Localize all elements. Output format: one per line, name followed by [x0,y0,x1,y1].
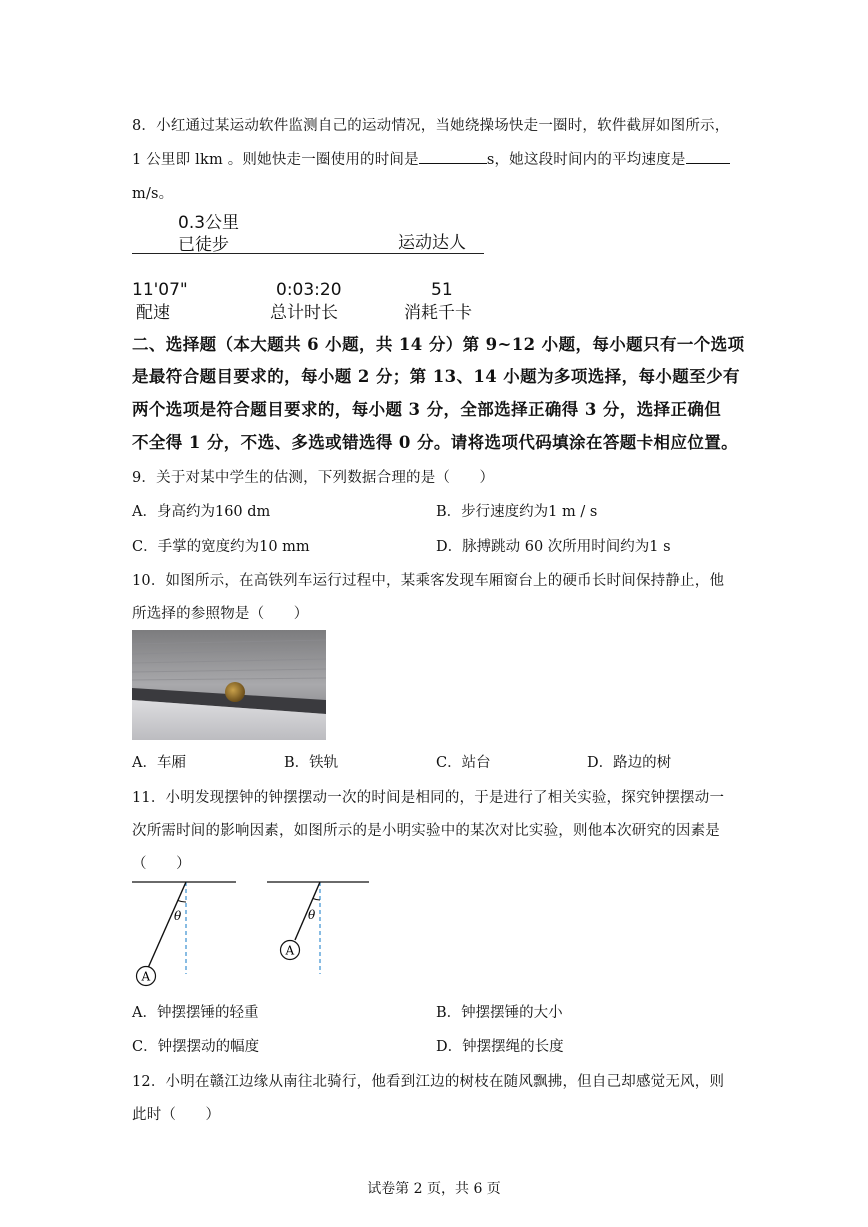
app-cal-label: 消耗千卡 [404,303,472,323]
q9-option-a[interactable]: A．身高约为160 dm [132,504,271,520]
section2-line3: 两个选项是符合题目要求的，每小题 3 分，全部选择正确得 3 分，选择正确但 [132,400,722,419]
angle-label-left: θ [174,909,182,923]
app-time-value: 0:03:20 [276,280,342,300]
coin-icon [225,682,245,702]
q9-option-b[interactable]: B．步行速度约为1 m / s [436,504,598,520]
q12-line1: 12．小明在赣江边缘从南往北骑行，他看到江边的树枝在随风飘拂，但自己却感觉无风，则 [132,1074,725,1090]
app-brand: 运动达人 [398,233,466,253]
bob-label-right: A [285,943,295,958]
app-pace-value: 11'07" [132,280,188,300]
section2-line4: 不全得 1 分，不选、多选或错选得 0 分。请将选项代码填涂在答题卡相应位置。 [132,433,739,452]
app-walked-label: 已徒步 [178,235,229,255]
section2-line1: 二、选择题（本大题共 6 小题，共 14 分）第 9~12 小题，每小题只有一个选项 [132,335,745,354]
q11-option-a[interactable]: A．钟摆摆锤的轻重 [132,1005,259,1021]
q10-option-b[interactable]: B．铁轨 [284,755,339,771]
coin-on-windowsill-photo [132,630,326,740]
q10-option-a[interactable]: A．车厢 [132,755,186,771]
q9-option-d[interactable]: D．脉搏跳动 60 次所用时间约为1 s [436,539,671,555]
q8-speed-blank[interactable] [686,149,730,164]
q9-stem: 9．关于对某中学生的估测，下列数据合理的是（ ） [132,470,495,486]
q8-line2-a: 1 公里即 lkm 。则她快走一圈使用的时间是 [132,152,419,168]
app-divider [132,253,484,254]
page-footer: 试卷第 2 页，共 6 页 [367,1181,501,1197]
q12-line2: 此时（ ） [132,1107,221,1123]
q10-line2: 所选择的参照物是（ ） [132,606,309,622]
bob-label-left: A [141,969,151,984]
app-distance: 0.3公里 [178,213,240,233]
q9-option-c[interactable]: C．手掌的宽度约为10 mm [132,539,310,555]
q8-line1: 8．小红通过某运动软件监测自己的运动情况，当她绕操场快走一圈时，软件截屏如图所示， [132,118,730,134]
section2-line2: 是最符合题目要求的，每小题 2 分；第 13、14 小题为多项选择，每小题至少有 [132,367,740,386]
q8-line2-b: s，她这段时间内的平均速度是 [486,152,686,168]
pendulum-comparison-diagram [128,876,378,988]
q8-line2 [132,148,730,169]
q11-line2: 次所需时间的影响因素，如图所示的是小明实验中的某次对比实验，则他本次研究的因素是 [132,823,720,839]
q8-time-blank[interactable] [419,149,487,164]
q11-option-d[interactable]: D．钟摆摆绳的长度 [436,1039,564,1055]
app-time-label: 总计时长 [270,303,338,323]
q11-option-b[interactable]: B．钟摆摆锤的大小 [436,1005,563,1021]
angle-label-right: θ [308,908,316,922]
pendulum-short [267,882,369,974]
pendulum-long [132,882,236,986]
q11-line3: （ ） [132,856,191,872]
app-cal-value: 51 [431,280,453,300]
q10-option-d[interactable]: D．路边的树 [587,755,672,771]
q11-option-c[interactable]: C．钟摆摆动的幅度 [132,1039,260,1055]
app-pace-label: 配速 [136,303,170,323]
q10-option-c[interactable]: C．站台 [436,755,491,771]
q10-line1: 10．如图所示，在高铁列车运行过程中，某乘客发现车厢窗台上的硬币长时间保持静止，他 [132,573,725,589]
q8-line3: m/s。 [132,186,174,202]
q11-line1: 11．小明发现摆钟的钟摆摆动一次的时间是相同的，于是进行了相关实验，探究钟摆摆动一 [132,790,725,806]
